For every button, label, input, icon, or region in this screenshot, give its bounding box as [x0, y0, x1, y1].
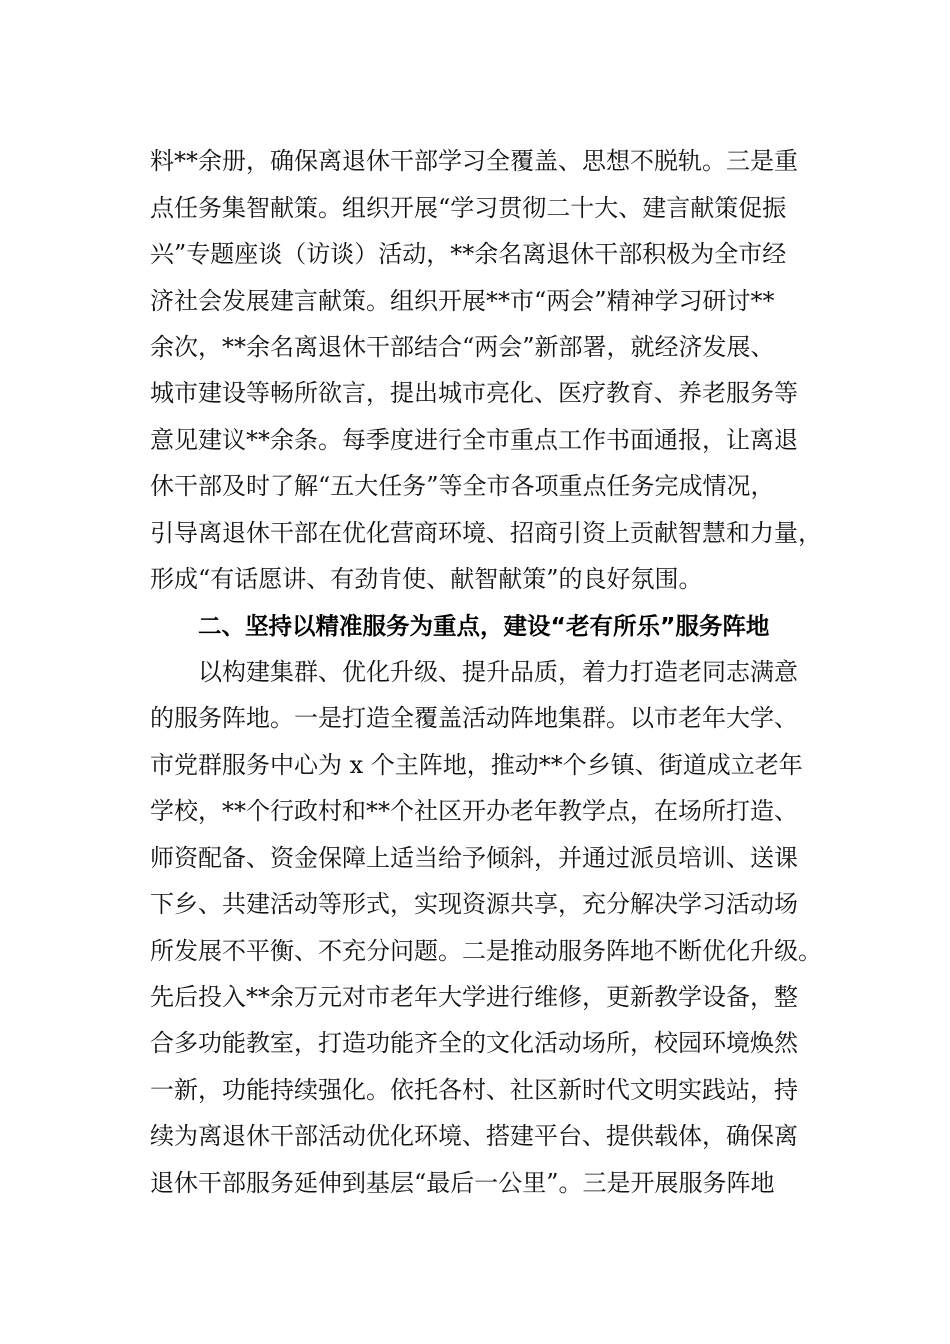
- paragraph-line: 的服务阵地。一是打造全覆盖活动阵地集群。以市老年大学、: [150, 704, 798, 732]
- paragraph-line: 形成“有话愿讲、有劲肯使、献智献策”的良好氛围。: [150, 565, 703, 593]
- paragraph-line: 续为离退休干部活动优化环境、搭建平台、提供载体，确保离: [150, 1122, 798, 1150]
- paragraph-line: 余次，**余名离退休干部结合“两会”新部署，就经济发展、: [150, 333, 775, 361]
- paragraph-line: 济社会发展建言献策。组织开展**市“两会”精神学习研讨**: [150, 287, 775, 315]
- paragraph-line: 师资配备、资金保障上适当给予倾斜，并通过派员培训、送课: [150, 844, 798, 872]
- paragraph-line: 一新，功能持续强化。依托各村、社区新时代文明实践站，持: [150, 1076, 798, 1104]
- paragraph-line: 以构建集群、优化升级、提升品质，着力打造老同志满意: [198, 658, 798, 686]
- paragraph-line: 学校，**个行政村和**个社区开办老年教学点，在场所打造、: [150, 797, 798, 825]
- paragraph-line: 休干部及时了解“五大任务”等全市各项重点任务完成情况，: [150, 472, 775, 500]
- paragraph-line: 市党群服务中心为 x 个主阵地，推动**个乡镇、街道成立老年: [150, 751, 803, 779]
- paragraph-line: 意见建议**余条。每季度进行全市重点工作书面通报，让离退: [150, 426, 798, 454]
- paragraph-line: 兴”专题座谈（访谈）活动，**余名离退休干部积极为全市经: [150, 240, 787, 268]
- section-heading: 二、坚持以精准服务为重点，建设“老有所乐”服务阵地: [198, 612, 770, 640]
- paragraph-line: 合多功能教室，打造功能齐全的文化活动场所，校园环境焕然: [150, 1029, 798, 1057]
- paragraph-line: 料**余册，确保离退休干部学习全覆盖、思想不脱轨。三是重: [150, 147, 798, 175]
- paragraph-line: 所发展不平衡、不充分问题。二是推动服务阵地不断优化升级。: [150, 937, 822, 965]
- paragraph-line: 点任务集智献策。组织开展“学习贯彻二十大、建言献策促振: [150, 194, 787, 222]
- paragraph-line: 引导离退休干部在优化营商环境、招商引资上贡献智慧和力量，: [150, 519, 822, 547]
- paragraph-line: 退休干部服务延伸到基层“最后一公里”。三是开展服务阵地: [150, 1169, 775, 1197]
- paragraph-line: 城市建设等畅所欲言，提出城市亮化、医疗教育、养老服务等: [150, 379, 798, 407]
- paragraph-line: 下乡、共建活动等形式，实现资源共享，充分解决学习活动场: [150, 890, 798, 918]
- paragraph-line: 先后投入**余万元对市老年大学进行维修，更新教学设备，整: [150, 983, 798, 1011]
